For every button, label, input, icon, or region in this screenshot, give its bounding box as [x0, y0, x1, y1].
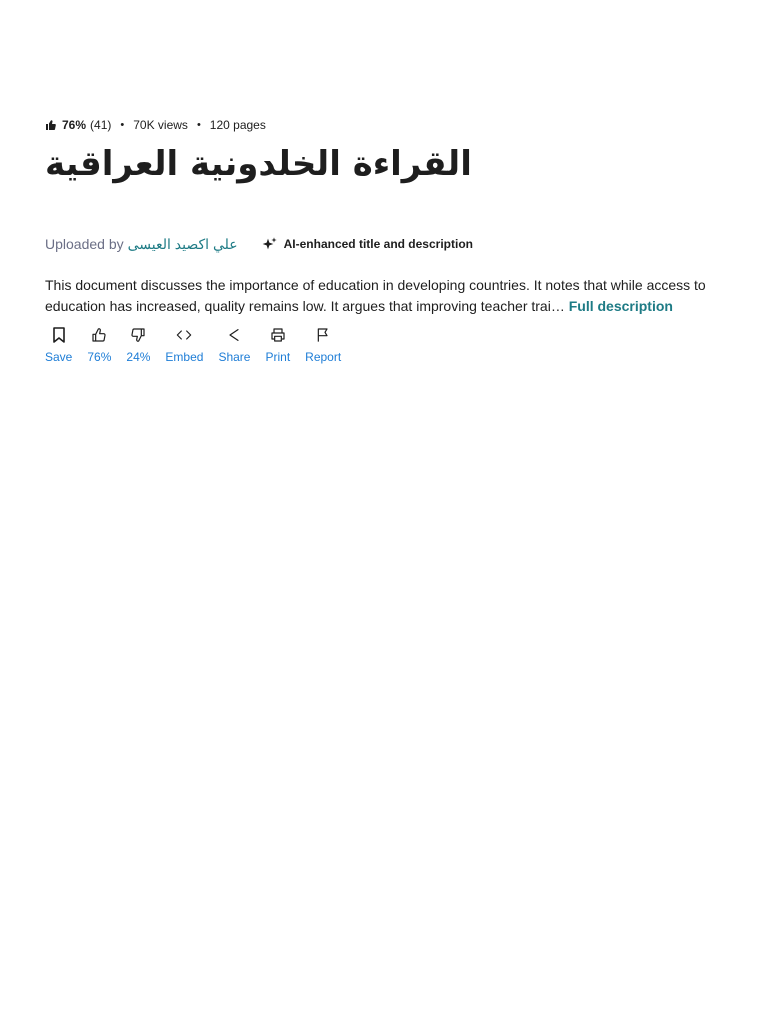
ai-badge-label: AI-enhanced title and description: [283, 237, 473, 251]
upvote-button[interactable]: [87, 326, 111, 364]
downvote-button[interactable]: [126, 326, 150, 364]
view-count: 70K views: [133, 118, 188, 132]
upvote-label: 76%: [87, 350, 112, 364]
description-text: This document discusses the importance of education in developing countries. It notes that while access to education has increased, quality remains low. It argues that improving teacher trai…: [45, 277, 706, 314]
code-icon: [175, 326, 193, 344]
uploaded-by-label: Uploaded by: [45, 236, 124, 252]
report-button[interactable]: [305, 326, 341, 364]
save-label: Save: [45, 350, 73, 364]
separator-dot: •: [120, 119, 125, 131]
save-button[interactable]: [45, 326, 72, 364]
share-button[interactable]: [218, 326, 250, 364]
uploader-link[interactable]: علي اكصيد العيسى: [127, 235, 238, 252]
bookmark-icon: [50, 326, 68, 344]
sparkle-icon: [262, 236, 278, 252]
downvote-label: 24%: [126, 350, 151, 364]
report-label: Report: [305, 350, 342, 364]
rating-percent: 76%: [62, 118, 87, 132]
uploader-row: [45, 234, 473, 254]
page-count: 120 pages: [209, 118, 266, 132]
action-bar: [45, 326, 356, 364]
page-title: القراءة الخلدونية العراقية: [45, 144, 472, 184]
share-label: Share: [218, 350, 251, 364]
share-icon: [225, 326, 243, 344]
document-stats: [45, 116, 266, 134]
print-label: Print: [265, 350, 291, 364]
separator-dot: •: [196, 119, 201, 131]
rating-count: (41): [90, 118, 112, 132]
embed-label: Embed: [165, 350, 204, 364]
embed-button[interactable]: [165, 326, 203, 364]
thumbs-down-icon: [129, 326, 147, 344]
full-description-link[interactable]: Full description: [568, 298, 673, 314]
document-description: [45, 275, 723, 317]
flag-icon: [314, 326, 332, 344]
ai-enhanced-badge: [262, 236, 473, 252]
printer-icon: [269, 326, 287, 344]
print-button[interactable]: [265, 326, 290, 364]
thumbs-up-icon: [45, 119, 57, 131]
thumbs-up-icon: [90, 326, 108, 344]
